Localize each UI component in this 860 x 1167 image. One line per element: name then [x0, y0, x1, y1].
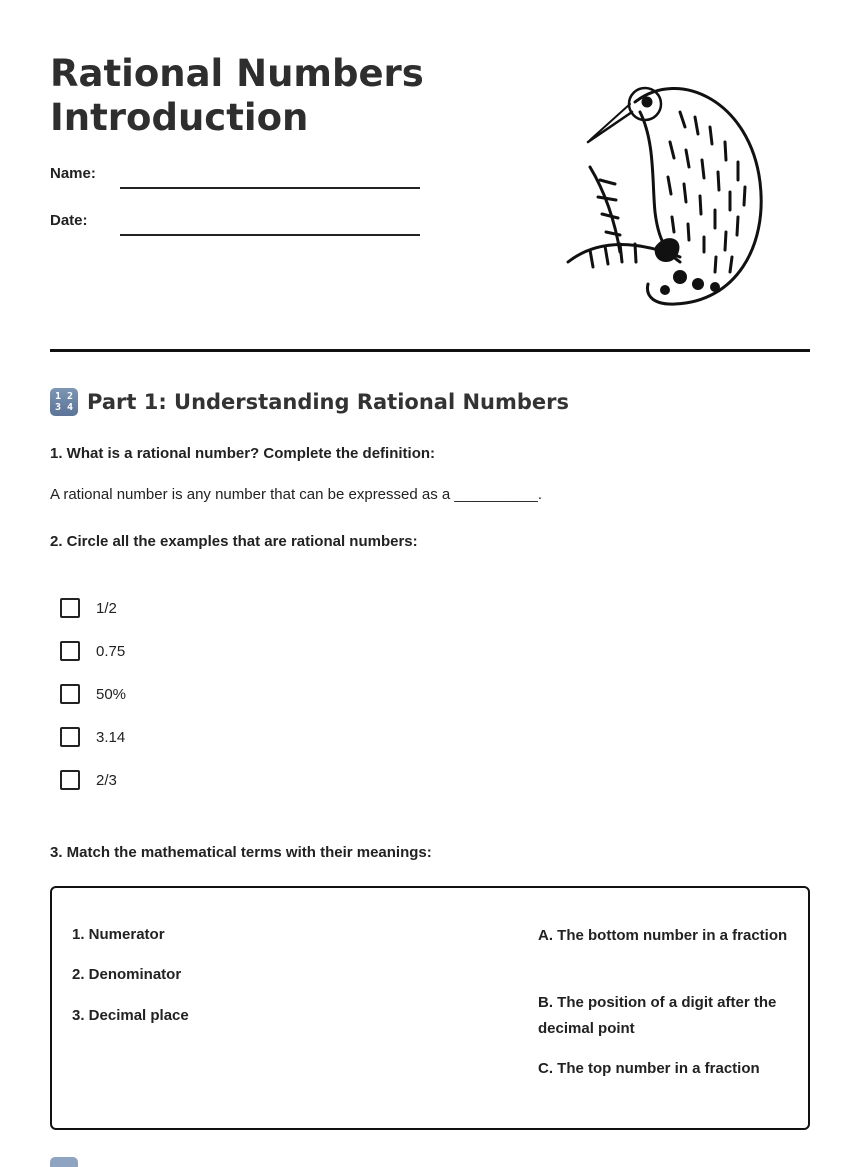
checkbox[interactable]	[60, 770, 80, 790]
matching-box	[50, 886, 810, 1130]
question-1: 1. What is a rational number? Complete the definition:	[50, 445, 436, 462]
option-item[interactable]	[60, 641, 125, 661]
question-2: 2. Circle all the examples that are rational numbers:	[50, 533, 418, 550]
header-divider	[50, 349, 810, 352]
date-field[interactable]	[120, 234, 420, 236]
option-item[interactable]	[60, 727, 125, 747]
name-field[interactable]	[120, 187, 420, 189]
checkbox[interactable]	[60, 598, 80, 618]
question-3: 3. Match the mathematical terms with their meanings:	[50, 844, 432, 861]
option-label: 2/3	[96, 771, 117, 789]
meaning-item: A. The bottom number in a fraction	[538, 927, 788, 944]
definition-prompt: A rational number is any number that can be expressed as a __________.	[50, 486, 542, 503]
checkbox[interactable]	[60, 684, 80, 704]
option-label: 1/2	[96, 599, 117, 617]
term-item: 3. Decimal place	[72, 1007, 189, 1024]
option-label: 3.14	[96, 728, 126, 746]
part1-heading	[50, 388, 569, 416]
term-item: 1. Numerator	[72, 926, 165, 943]
option-item[interactable]	[60, 770, 117, 790]
option-label: 50%	[96, 685, 127, 703]
title-line-1: Rational Numbers	[50, 52, 424, 95]
option-label: 0.75	[96, 642, 126, 660]
meaning-item: C. The top number in a fraction	[538, 1060, 760, 1077]
title-line-2: Introduction	[50, 96, 309, 139]
meaning-item: B. The position of a digit after the decimal point	[538, 994, 777, 1037]
option-item[interactable]	[60, 684, 126, 704]
checkbox[interactable]	[60, 641, 80, 661]
kiwi-bird-illustration	[560, 72, 775, 312]
next-section-icon	[50, 1157, 78, 1167]
option-item[interactable]	[60, 598, 117, 618]
name-label: Name:	[50, 165, 96, 182]
checkbox[interactable]	[60, 727, 80, 747]
date-label: Date:	[50, 212, 88, 229]
part1-title: Part 1: Understanding Rational Numbers	[87, 390, 570, 414]
page-title	[50, 52, 424, 140]
input-numbers-icon: 1 2 3 4	[50, 388, 78, 416]
term-item: 2. Denominator	[72, 966, 182, 983]
